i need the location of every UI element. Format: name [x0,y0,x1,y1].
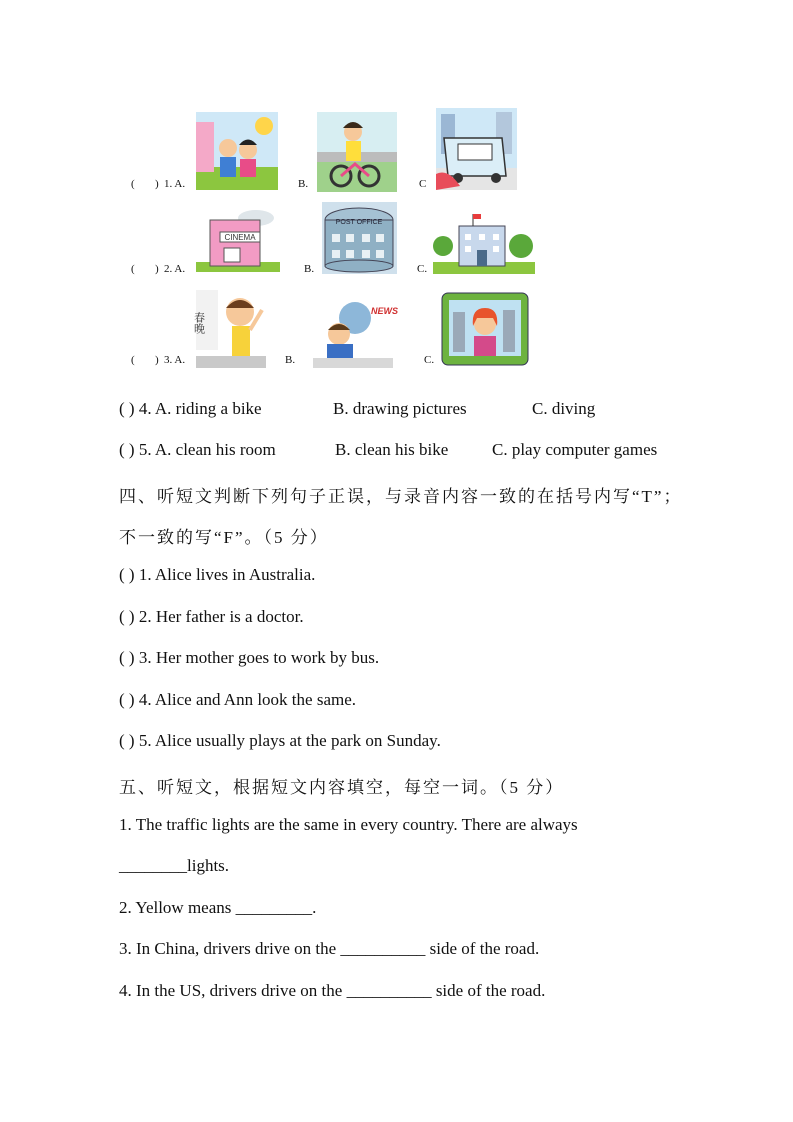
boy-waving-picture [192,290,266,368]
option-b-label: B. [285,354,296,366]
cinema-sign: CINEMA [224,233,256,242]
fill-blank-item: 1. The traffic lights are the same in every country. There are always [119,815,578,834]
section-4-heading: 四、听短文判断下列句子正误，与录音内容一致的在括号内写“T”； [119,487,683,506]
section-5-heading: 五、听短文，根据短文内容填空，每空一词。（5 分） [119,778,565,797]
section-4-heading-cont: 不一致的写“F”。（5 分） [119,528,329,547]
fill-blank-item: 2. Yellow means _________. [119,898,317,917]
option-a: 4. A. riding a bike [138,399,262,418]
fill-blank-item: 4. In the US, drivers drive on the __________ side of the road. [119,981,546,1000]
news-anchor-picture [303,300,404,368]
picture-question-3 [0,288,793,370]
question-4 [119,399,596,419]
school-picture [433,214,535,274]
option-a: 5. A. clean his room [138,440,276,459]
news-text: NEWS [371,306,398,316]
bus-picture [436,108,517,190]
option-c-label: C [419,178,427,190]
fill-blank-item: 3. In China, drivers drive on the __________ side of the road. [119,939,540,958]
cinema-picture [196,206,280,272]
girl-riding-bike-picture [317,112,397,192]
true-false-item: ( ) 2. Her father is a doctor. [119,607,304,626]
option-b: B. drawing pictures [333,399,467,418]
picture-question-2 [0,198,793,280]
answer-paren: ( ) [119,440,135,459]
option-c: C. diving [532,399,596,418]
option-c-label: C. [417,263,428,275]
option-c: C. play computer games [492,440,658,459]
answer-paren-open: ( [131,354,135,366]
post-office-sign: POST OFFICE [335,219,383,226]
picture-question-1 [0,108,793,193]
fill-blank-item-cont: ________lights. [119,856,230,875]
post-office-picture [322,202,397,274]
true-false-item: ( ) 4. Alice and Ann look the same. [119,690,357,709]
option-c-label: C. [424,354,435,366]
true-false-item: ( ) 5. Alice usually plays at the park on Sunday. [119,731,441,750]
answer-paren-open: ( [131,178,135,190]
option-a-label: 2. A. [164,263,186,275]
answer-paren-close: ) [155,178,159,190]
true-false-item: ( ) 1. Alice lives in Australia. [119,565,316,584]
option-a-label: 1. A. [164,178,186,190]
option-b: B. clean his bike [335,440,449,459]
answer-paren-open: ( [131,263,135,275]
tv-reporter-picture [441,292,529,366]
option-b-label: B. [304,263,315,275]
true-false-item: ( ) 3. Her mother goes to work by bus. [119,648,380,667]
option-a-label: 3. A. [164,354,186,366]
answer-paren-close: ) [155,263,159,275]
spring-gala-text: 春晚 [192,312,206,334]
answer-paren: ( ) [119,399,135,418]
question-5 [119,440,658,460]
children-walking-picture [196,112,278,190]
option-b-label: B. [298,178,309,190]
answer-paren-close: ) [155,354,159,366]
